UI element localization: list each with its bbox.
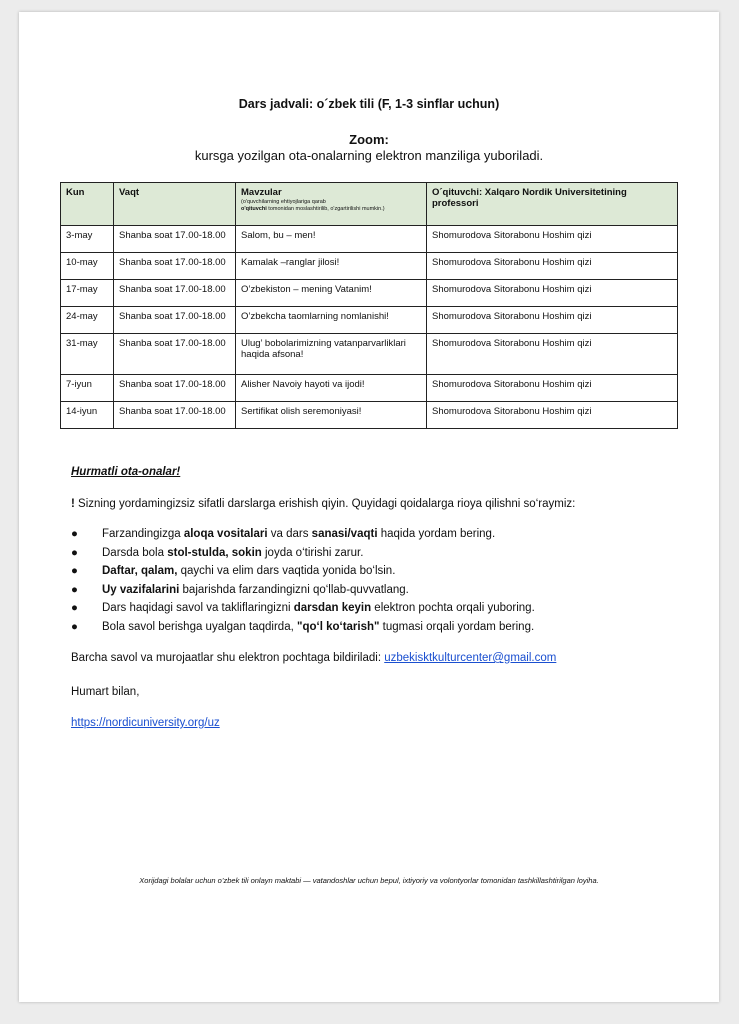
exclamation-mark: ! xyxy=(71,498,75,510)
cell-kun: 31-may xyxy=(61,334,114,375)
greeting-heading: Hurmatli ota-onalar! xyxy=(71,466,181,478)
rules-list xyxy=(71,528,691,639)
list-item: ● Daftar, qalam, qaychi va elim dars vaqtida yonida bo‘lsin. xyxy=(71,565,396,577)
cell-vaqt: Shanba soat 17.00-18.00 xyxy=(114,307,236,334)
cell-teacher: Shomurodova Sitorabonu Hoshim qizi xyxy=(427,307,678,334)
cell-teacher: Shomurodova Sitorabonu Hoshim qizi xyxy=(427,226,678,253)
cell-teacher: Shomurodova Sitorabonu Hoshim qizi xyxy=(427,375,678,402)
list-item: ● Farzandingizga aloqa vositalari va dars sanasi/vaqti haqida yordam bering. xyxy=(71,528,496,540)
footer-note: Xorijdagi bolalar uchun o’zbek tili onlayn maktabi — vatandoshlar uchun bepul, ixtiyoriy va volontyorlar tomonidan tashkillashtirilgan loyiha. xyxy=(139,876,599,885)
bullet-icon: ● xyxy=(71,528,78,540)
cell-kun: 17-may xyxy=(61,280,114,307)
cell-vaqt: Shanba soat 17.00-18.00 xyxy=(114,402,236,429)
header-mavzular-note: (o'quvchilarning ehtiyojlariga qarab o'qituvchi tomonidan moslashtirilib, o'zgartirilishi mumkin.) xyxy=(241,199,385,212)
list-item: ● Uy vazifalarini bajarishda farzandingizni qo‘llab-quvvatlang. xyxy=(71,583,409,596)
cell-teacher: Shomurodova Sitorabonu Hoshim qizi xyxy=(427,402,678,429)
cell-teacher: Shomurodova Sitorabonu Hoshim qizi xyxy=(427,280,678,307)
cell-kun: 10-may xyxy=(61,253,114,280)
cell-mavzu: Salom, bu – men! xyxy=(236,226,427,253)
table-row xyxy=(61,253,678,280)
header-mavzular-label: Mavzular xyxy=(241,187,282,198)
zoom-description: kursga yozilgan ota-onalarning elektron manziliga yuboriladi. xyxy=(194,148,544,163)
cell-vaqt: Shanba soat 17.00-18.00 xyxy=(114,226,236,253)
schedule-table xyxy=(60,182,678,429)
cell-vaqt: Shanba soat 17.00-18.00 xyxy=(114,334,236,375)
document-page xyxy=(19,12,719,1002)
intro-text: Sizning yordamingizsiz sifatli darslarga erishish qiyin. Quyidagi qoidalarga rioya qilishni so‘raymiz: xyxy=(74,498,576,510)
cell-teacher: Shomurodova Sitorabonu Hoshim qizi xyxy=(427,334,678,375)
bullet-icon: ● xyxy=(71,620,78,633)
cell-kun: 24-may xyxy=(61,307,114,334)
list-item: ● Bola savol berishga uyalgan taqdirda, "qo‘l ko‘tarish" tugmasi orqali yordam bering. xyxy=(71,620,535,633)
table-row xyxy=(61,402,678,429)
cell-vaqt: Shanba soat 17.00-18.00 xyxy=(114,253,236,280)
email-link[interactable]: uzbekisktkulturcenter@gmail.com xyxy=(384,652,557,664)
bullet-icon: ● xyxy=(71,602,78,614)
list-item: ● Dars haqidagi savol va takliflaringizni darsdan keyin elektron pochta orqali yuboring. xyxy=(71,602,535,614)
bullet-icon: ● xyxy=(71,583,78,596)
website-link[interactable]: https://nordicuniversity.org/uz xyxy=(71,717,220,729)
header-mavzular xyxy=(236,183,427,226)
page-title: Dars jadvali: o´zbek tili (F, 1-3 sinflar uchun) xyxy=(238,97,500,111)
intro-paragraph xyxy=(71,498,681,510)
contact-text: Barcha savol va murojaatlar shu elektron pochtaga bildiriladi: xyxy=(71,652,385,664)
cell-mavzu: Alisher Navoiy hayoti va ijodi! xyxy=(236,375,427,402)
contact-paragraph xyxy=(71,652,681,664)
header-vaqt: Vaqt xyxy=(114,183,236,226)
table-row xyxy=(61,334,678,375)
zoom-label: Zoom: xyxy=(349,132,389,147)
cell-mavzu: O’zbekiston – mening Vatanim! xyxy=(236,280,427,307)
cell-mavzu: Kamalak –ranglar jilosi! xyxy=(236,253,427,280)
cell-kun: 14-iyun xyxy=(61,402,114,429)
bullet-icon: ● xyxy=(71,546,78,559)
header-kun: Kun xyxy=(61,183,114,226)
cell-mavzu: Ulug’ bobolarimizning vatanparvarliklari haqida afsona! xyxy=(236,334,427,375)
list-item: ● Darsda bola stol-stulda, sokin joyda o‘tirishi zarur. xyxy=(71,546,364,559)
table-row xyxy=(61,307,678,334)
cell-kun: 3-may xyxy=(61,226,114,253)
cell-mavzu: O’zbekcha taomlarning nomlanishi! xyxy=(236,307,427,334)
table-row xyxy=(61,375,678,402)
header-teacher: O´qituvchi: Xalqaro Nordik Universitetining professori xyxy=(427,183,678,226)
cell-vaqt: Shanba soat 17.00-18.00 xyxy=(114,375,236,402)
cell-kun: 7-iyun xyxy=(61,375,114,402)
table-row xyxy=(61,280,678,307)
cell-teacher: Shomurodova Sitorabonu Hoshim qizi xyxy=(427,253,678,280)
bullet-icon: ● xyxy=(71,565,78,577)
regards-text: Humart bilan, xyxy=(71,686,140,698)
table-row xyxy=(61,226,678,253)
cell-mavzu: Sertifikat olish seremoniyasi! xyxy=(236,402,427,429)
cell-vaqt: Shanba soat 17.00-18.00 xyxy=(114,280,236,307)
